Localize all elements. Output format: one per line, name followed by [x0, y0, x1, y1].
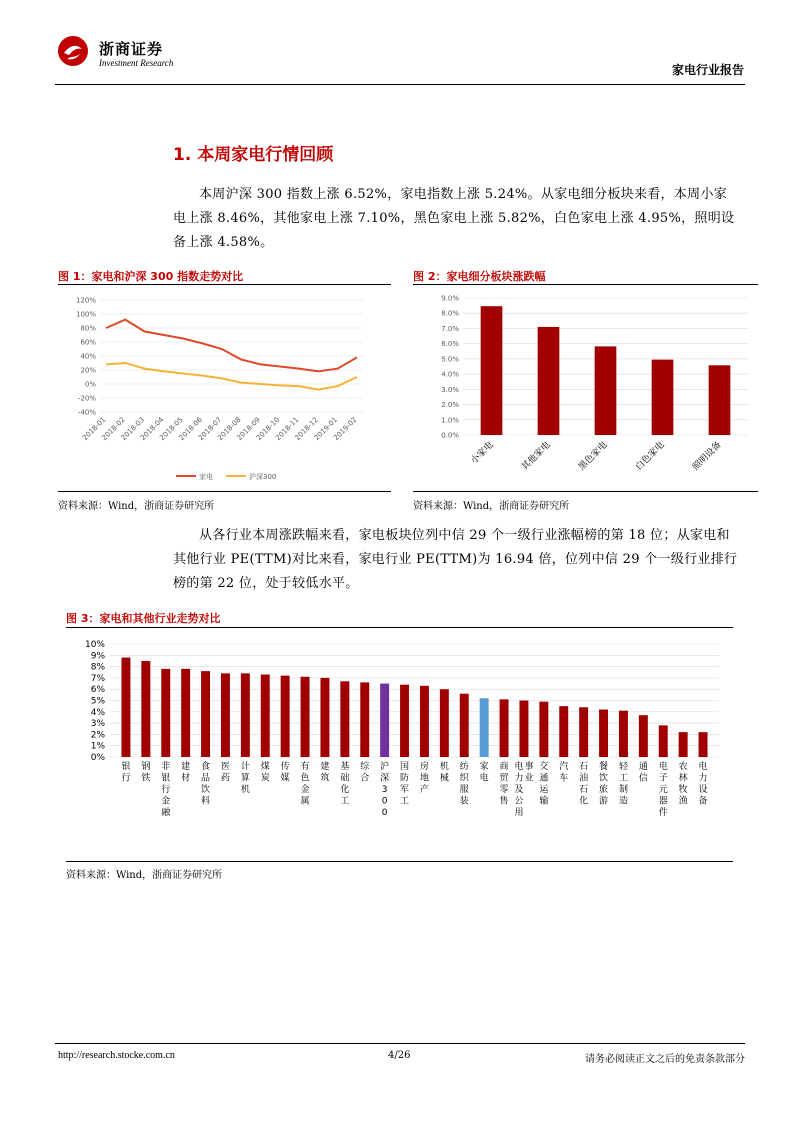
- bar: [639, 715, 648, 757]
- y-tick-label: -40%: [77, 408, 96, 417]
- x-tick-label: 餐饮旅游: [599, 762, 609, 807]
- bar: [320, 678, 329, 757]
- y-tick-label: 6%: [90, 685, 105, 696]
- x-tick-label: 银行: [121, 762, 131, 784]
- x-tick-label: 2019-02: [332, 415, 359, 443]
- y-tick-label: 120%: [75, 296, 96, 305]
- x-tick-label: 国防军工: [400, 762, 410, 807]
- x-tick-label: 家电: [479, 762, 489, 784]
- figure-1-top-rule: [58, 284, 391, 285]
- figure-1-bottom-rule: [58, 491, 391, 492]
- y-tick-label: 0%: [90, 753, 105, 763]
- figure-1-source: 资料来源：Wind，浙商证券研究所: [58, 501, 215, 512]
- report-type: 家电行业报告: [671, 63, 744, 77]
- bar: [619, 711, 628, 757]
- legend-label-jiadian: 家电: [199, 473, 213, 481]
- x-tick-label: 商贸零售: [499, 762, 509, 807]
- company-name: 浙商证券: [99, 40, 164, 58]
- bar: [161, 669, 170, 757]
- company-logo-icon: [57, 35, 89, 67]
- x-tick-label: 石油石化: [579, 762, 589, 807]
- x-tick-label: 2018-08: [216, 415, 243, 443]
- figure-3-chart: [66, 630, 733, 860]
- bar: [679, 732, 688, 757]
- series-line-hs300: [106, 363, 357, 390]
- y-tick-label: 2%: [90, 730, 105, 741]
- bar: [281, 676, 290, 757]
- figure-3-top-rule: [66, 627, 733, 628]
- y-tick-label: 6.0%: [441, 340, 459, 349]
- y-tick-label: 1%: [90, 741, 105, 752]
- y-tick-label: 20%: [80, 366, 96, 375]
- x-tick-label: 房地产: [419, 762, 429, 795]
- bar: [699, 732, 708, 757]
- paragraph-2: 从各行业本周涨跌幅来看，家电板块位列中信 29 个一级行业涨幅榜的第 18 位；从家电和其他行业 PE(TTM)对比来看，家电行业 PE(TTM)为 16.94 倍，位列中信 29 个一级行业排行榜的第 22 位，处于较低水平。: [173, 528, 738, 591]
- x-tick-label: 纺织服装: [459, 762, 469, 807]
- company-subtitle: Investment Research: [99, 58, 174, 68]
- bar: [559, 706, 568, 757]
- y-tick-label: 2.0%: [441, 401, 459, 410]
- y-tick-label: 9.0%: [441, 294, 459, 303]
- x-tick-label: 2018-01: [81, 415, 108, 443]
- y-tick-label: 80%: [80, 324, 96, 333]
- bar: [652, 360, 674, 435]
- x-tick-label: 计算机: [240, 762, 250, 795]
- x-tick-label: 非银行金融: [161, 762, 171, 818]
- x-tick-label: 基础化工: [340, 762, 350, 807]
- figure-3-title: 图 3：家电和其他行业走势对比: [66, 612, 221, 625]
- bar: [241, 673, 250, 757]
- x-tick-label: 2018-05: [158, 415, 185, 443]
- x-tick-label: 医药: [220, 762, 230, 784]
- x-tick-label: 通信: [638, 762, 648, 784]
- x-tick-label: 电力及公用事业: [514, 762, 534, 818]
- bar: [539, 702, 548, 757]
- x-tick-label: 电力设备: [698, 762, 708, 807]
- figure-2-top-rule: [413, 284, 758, 285]
- bar: [360, 682, 369, 757]
- figure-1-title: 图 1：家电和沪深 300 指数走势对比: [58, 270, 244, 283]
- x-tick-label: 沪深 3 0 0: [380, 762, 390, 818]
- x-tick-label: 汽车: [559, 762, 569, 784]
- y-tick-label: 1.0%: [441, 416, 459, 425]
- y-tick-label: 0%: [84, 380, 96, 389]
- header-divider: [55, 84, 745, 85]
- bar: [201, 671, 210, 757]
- y-tick-label: 4%: [90, 707, 105, 718]
- x-tick-label: 2018-09: [235, 415, 262, 443]
- bar: [141, 661, 150, 757]
- x-tick-label: 照明设备: [691, 440, 724, 473]
- footer-divider: [55, 1043, 745, 1044]
- bar: [599, 710, 608, 757]
- x-tick-label: 其他家电: [520, 440, 553, 473]
- y-tick-label: 10%: [84, 640, 105, 650]
- figure-2-bottom-rule: [413, 491, 758, 492]
- x-tick-label: 2018-10: [254, 415, 282, 443]
- y-tick-label: 7%: [90, 673, 105, 684]
- x-tick-label: 机械: [439, 762, 449, 784]
- bar: [380, 684, 389, 757]
- y-tick-label: 3.0%: [441, 385, 459, 394]
- footer-url[interactable]: http://research.stocke.com.cn: [58, 1050, 175, 1061]
- y-tick-label: 5.0%: [441, 355, 459, 364]
- y-tick-label: 0.0%: [441, 431, 459, 440]
- page-number: 4/26: [388, 1050, 411, 1061]
- y-tick-label: 8.0%: [441, 309, 459, 318]
- x-tick-label: 钢铁: [141, 762, 151, 784]
- y-tick-label: 60%: [80, 338, 96, 347]
- y-tick-label: 4.0%: [441, 370, 459, 379]
- x-tick-label: 小家电: [469, 440, 496, 467]
- paragraph-1: 本周沪深 300 指数上涨 6.52%，家电指数上涨 5.24%。从家电细分板块来看，本周小家电上涨 8.46%，其他家电上涨 7.10%，黑色家电上涨 5.82%，白色家电上涨 4.95%，照明设备上涨 4.58%。: [173, 187, 735, 250]
- figure-3-source: 资料来源：Wind，浙商证券研究所: [66, 870, 223, 881]
- figure-3-bottom-rule: [66, 861, 733, 862]
- bar: [340, 681, 349, 757]
- x-tick-label: 食品饮料: [201, 762, 211, 807]
- bar: [519, 701, 528, 758]
- x-tick-label: 电子元器件: [658, 762, 668, 818]
- series-line-jiadian: [106, 320, 357, 372]
- x-tick-label: 黑色家电: [577, 440, 610, 473]
- x-tick-label: 交通运输: [539, 762, 549, 807]
- x-tick-label: 2018-12: [293, 415, 320, 443]
- y-tick-label: 9%: [90, 651, 105, 662]
- bar: [221, 673, 230, 757]
- bar: [420, 686, 429, 757]
- bar: [440, 689, 449, 757]
- x-tick-label: 2018-06: [177, 415, 204, 443]
- bar: [500, 699, 509, 757]
- x-tick-label: 建筑: [320, 762, 330, 784]
- x-tick-label: 2018-02: [100, 415, 127, 443]
- bar: [301, 677, 310, 757]
- y-tick-label: 5%: [90, 696, 105, 707]
- x-tick-label: 2018-03: [119, 415, 147, 443]
- bar: [659, 725, 668, 757]
- x-tick-label: 煤炭: [260, 762, 270, 784]
- x-tick-label: 2018-07: [196, 415, 224, 443]
- y-tick-label: 7.0%: [441, 324, 459, 333]
- bar: [400, 685, 409, 757]
- x-tick-label: 2019-01: [312, 415, 340, 443]
- y-tick-label: -20%: [77, 394, 96, 403]
- x-tick-label: 有色金属: [300, 762, 310, 807]
- bar: [480, 698, 489, 757]
- x-tick-label: 白色家电: [634, 440, 667, 473]
- figure-1-chart: [58, 288, 391, 488]
- x-tick-label: 农林牧渔: [678, 762, 688, 807]
- bar: [709, 365, 731, 435]
- y-tick-label: 100%: [75, 310, 96, 319]
- x-tick-label: 轻工制造: [618, 762, 628, 807]
- bar: [181, 669, 190, 757]
- x-tick-label: 建材: [181, 762, 191, 784]
- bar: [579, 707, 588, 757]
- disclaimer-note: 请务必阅读正文之后的免责条款部分: [585, 1054, 745, 1065]
- bar: [460, 694, 469, 757]
- y-tick-label: 8%: [90, 662, 105, 673]
- figure-2-chart: [413, 288, 758, 488]
- x-tick-label: 传媒: [280, 762, 290, 784]
- y-tick-label: 3%: [90, 719, 105, 730]
- bar: [121, 658, 130, 757]
- figure-2-source: 资料来源：Wind，浙商证券研究所: [413, 501, 570, 512]
- chart-legend: [176, 472, 276, 481]
- x-tick-label: 综合: [360, 762, 370, 784]
- bar: [481, 306, 503, 435]
- x-tick-label: 2018-11: [274, 415, 301, 443]
- x-tick-label: 2018-04: [138, 415, 166, 443]
- bar: [595, 346, 617, 435]
- section-title: 1. 本周家电行情回顾: [173, 145, 334, 165]
- bar: [538, 327, 560, 435]
- bar: [261, 675, 270, 757]
- y-tick-label: 40%: [80, 352, 96, 361]
- legend-label-hs300: 沪深300: [249, 473, 277, 481]
- figure-2-title: 图 2：家电细分板块涨跌幅: [413, 270, 546, 283]
